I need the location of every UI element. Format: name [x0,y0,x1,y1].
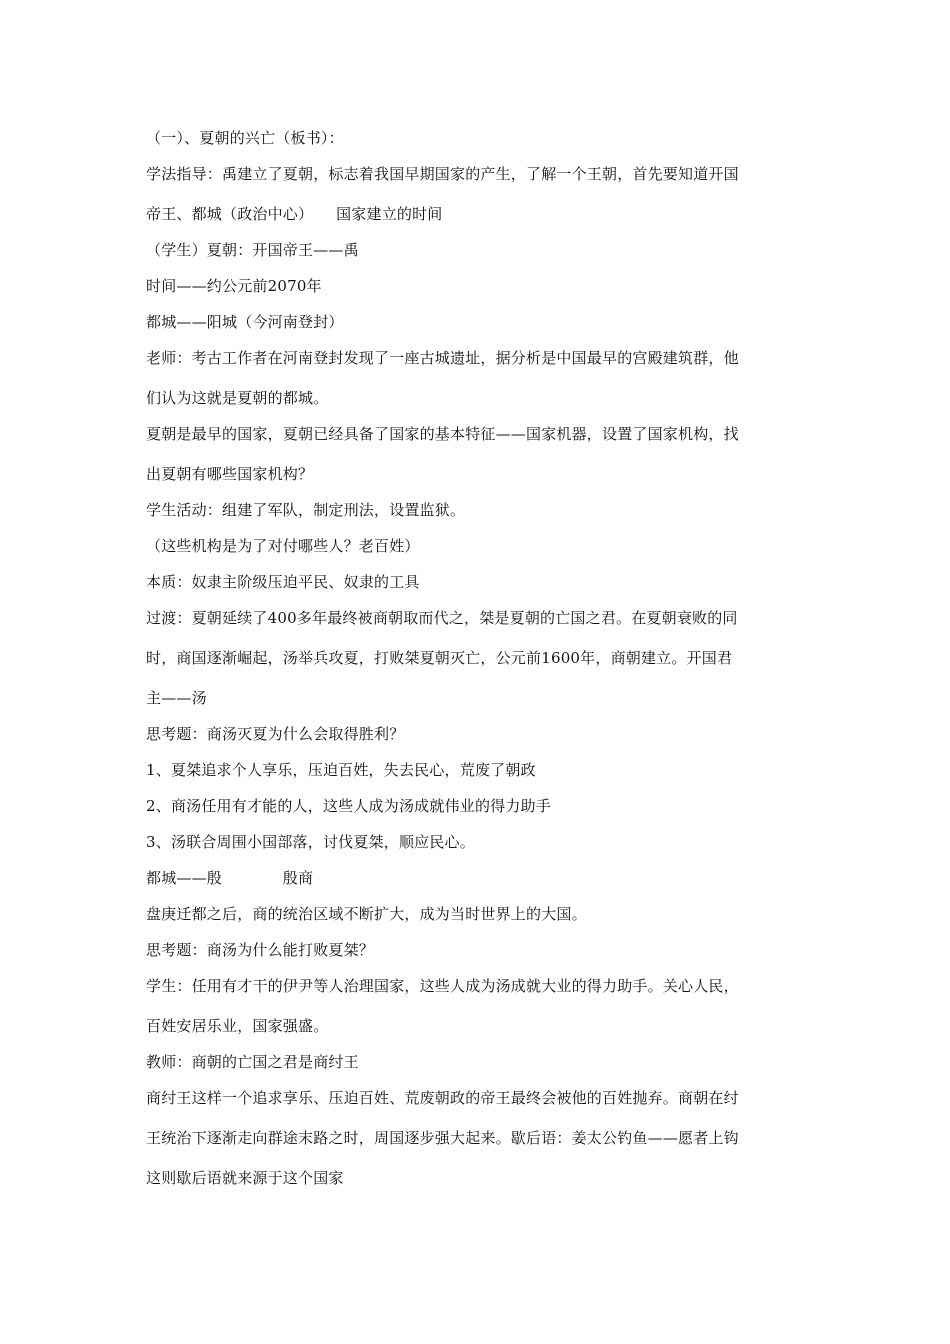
paragraph-line: 思考题：商汤灭夏为什么会取得胜利？ [146,725,405,743]
paragraph-line: 教师：商朝的亡国之君是商纣王 [146,1053,359,1071]
paragraph-line: 时间——约公元前2070年 [146,277,322,295]
paragraph-line: 帝王、都城（政治中心） 国家建立的时间 [146,205,443,223]
list-item: 2、商汤任用有才能的人，这些人成为汤成就伟业的得力助手 [146,797,551,815]
paragraph-line: 都城——阳城（今河南登封） [146,313,344,331]
paragraph-line: 时，商国逐渐崛起，汤举兵攻夏，打败桀夏朝灭亡，公元前1600年，商朝建立。开国君 [146,649,733,667]
paragraph-line: 都城——殷 殷商 [146,869,314,887]
paragraph-line: 学生：任用有才干的伊尹等人治理国家，这些人成为汤成就大业的得力助手。关心人民， [146,977,739,995]
paragraph-line: 盘庚迁都之后，商的统治区域不断扩大，成为当时世界上的大国。 [146,905,587,923]
paragraph-line: 百姓安居乐业，国家强盛。 [146,1017,329,1035]
list-item: 1、夏桀追求个人享乐，压迫百姓，失去民心，荒废了朝政 [146,761,536,779]
paragraph-line: 们认为这就是夏朝的都城。 [146,389,329,407]
paragraph-line: 过渡：夏朝延续了400多年最终被商朝取而代之，桀是夏朝的亡国之君。在夏朝衰败的同 [146,609,738,627]
paragraph-line: 思考题：商汤为什么能打败夏桀？ [146,941,375,959]
paragraph-line: （学生）夏朝：开国帝王——禹 [146,241,359,259]
paragraph-line: 夏朝是最早的国家，夏朝已经具备了国家的基本特征——国家机器，设置了国家机构，找 [146,425,739,443]
paragraph-line: 商纣王这样一个追求享乐、压迫百姓、荒废朝政的帝王最终会被他的百姓抛弃。商朝在纣 [146,1089,739,1107]
paragraph-line: 学生活动：组建了军队，制定刑法，设置监狱。 [146,501,466,519]
list-item: 3、汤联合周围小国部落，讨伐夏桀，顺应民心。 [146,833,475,851]
paragraph-line: 王统治下逐渐走向群途末路之时，周国逐步强大起来。歇后语：姜太公钓鱼——愿者上钩 [146,1129,739,1147]
section-heading: （一）、夏朝的兴亡（板书）： [146,129,344,147]
paragraph-line: 学法指导：禹建立了夏朝，标志着我国早期国家的产生，了解一个王朝，首先要知道开国 [146,165,739,183]
paragraph-line: 老师：考古工作者在河南登封发现了一座古城遗址，据分析是中国最早的宫殿建筑群，他 [146,349,739,367]
paragraph-line: （这些机构是为了对付哪些人？老百姓） [146,537,420,555]
paragraph-line: 出夏朝有哪些国家机构？ [146,465,314,483]
paragraph-line: 这则歇后语就来源于这个国家 [146,1169,344,1187]
paragraph-line: 主——汤 [146,689,207,707]
paragraph-line: 本质：奴隶主阶级压迫平民、奴隶的工具 [146,573,420,591]
